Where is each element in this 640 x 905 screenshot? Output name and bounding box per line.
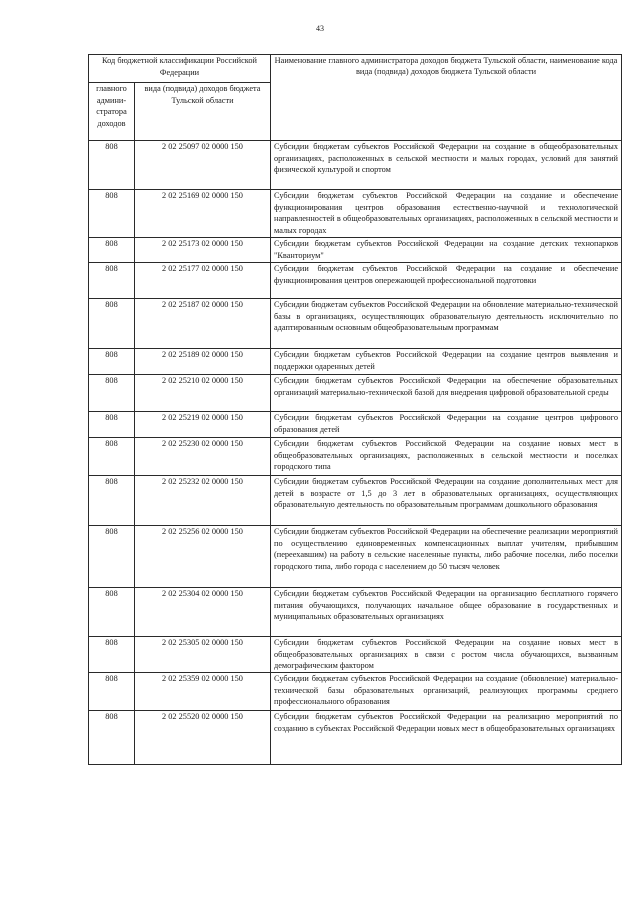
income-code-cell: 2 02 25210 02 0000 150 (135, 375, 271, 412)
income-name-cell: Субсидии бюджетам субъектов Российской Федерации на обновление материально-технической базы в организациях, осуществляющих образовательную деятельность исключительно по адаптированным основным общеобразовательным программам (271, 299, 622, 349)
income-code-cell: 2 02 25187 02 0000 150 (135, 299, 271, 349)
table-row (89, 375, 622, 412)
table-body (89, 141, 622, 765)
table-row (89, 190, 622, 238)
income-name-cell: Субсидии бюджетам субъектов Российской Федерации на создание дополнительных мест для детей в возрасте от 1,5 до 3 лет в образовательных организациях, осуществляющих образовательную деятельность по образовательным программам дошкольного образования (271, 476, 622, 526)
admin-code-cell: 808 (89, 190, 135, 238)
income-name-cell: Субсидии бюджетам субъектов Российской Федерации на создание центров выявления и поддержки одаренных детей (271, 349, 622, 375)
table-row (89, 711, 622, 765)
income-code-cell: 2 02 25177 02 0000 150 (135, 263, 271, 299)
income-code-cell: 2 02 25304 02 0000 150 (135, 588, 271, 637)
page-number: 43 (316, 24, 324, 33)
income-name-cell: Субсидии бюджетам субъектов Российской Федерации на создание детских технопарков "Кванториум" (271, 238, 622, 263)
income-name-cell: Субсидии бюджетам субъектов Российской Федерации на реализацию мероприятий по созданию в субъектах Российской Федерации новых мест в общеобразовательных организациях (271, 711, 622, 765)
admin-code-cell: 808 (89, 637, 135, 673)
admin-code-cell: 808 (89, 299, 135, 349)
table-row (89, 526, 622, 588)
income-code-cell: 2 02 25169 02 0000 150 (135, 190, 271, 238)
income-code-cell: 2 02 25189 02 0000 150 (135, 349, 271, 375)
admin-code-cell: 808 (89, 526, 135, 588)
admin-code-cell: 808 (89, 588, 135, 637)
table-row (89, 588, 622, 637)
income-code-cell: 2 02 25520 02 0000 150 (135, 711, 271, 765)
income-code-cell: 2 02 25173 02 0000 150 (135, 238, 271, 263)
income-name-cell: Субсидии бюджетам субъектов Российской Федерации на организацию бесплатного горячего питания обучающихся, получающих начальное общее образование в государственных и муниципальных образовательных организациях (271, 588, 622, 637)
income-code-cell: 2 02 25232 02 0000 150 (135, 476, 271, 526)
income-name-cell: Субсидии бюджетам субъектов Российской Федерации на создание и обеспечение функционирования центров образования естественно-научной и технологической направленностей в общеобразовательных организациях, расположенных в сельской местности и малых городах (271, 190, 622, 238)
table-row (89, 238, 622, 263)
table-row (89, 349, 622, 375)
table-row (89, 476, 622, 526)
admin-code-cell: 808 (89, 412, 135, 438)
income-code-cell: 2 02 25230 02 0000 150 (135, 438, 271, 476)
header-kind-column: вида (подвида) доходов бюджета Тульской области (135, 83, 271, 141)
admin-code-cell: 808 (89, 375, 135, 412)
table-row (89, 673, 622, 711)
income-name-cell: Субсидии бюджетам субъектов Российской Федерации на обеспечение образовательных организаций материально-технической базой для внедрения цифровой образовательной среды (271, 375, 622, 412)
header-code-group: Код бюджетной классификации Российской Федерации (89, 55, 271, 83)
table-row (89, 299, 622, 349)
income-code-cell: 2 02 25305 02 0000 150 (135, 637, 271, 673)
income-code-cell: 2 02 25256 02 0000 150 (135, 526, 271, 588)
admin-code-cell: 808 (89, 141, 135, 190)
income-code-cell: 2 02 25359 02 0000 150 (135, 673, 271, 711)
admin-code-cell: 808 (89, 673, 135, 711)
income-code-cell: 2 02 25219 02 0000 150 (135, 412, 271, 438)
table-row (89, 263, 622, 299)
income-name-cell: Субсидии бюджетам субъектов Российской Федерации на создание новых мест в общеобразовательных организациях в связи с ростом числа обучающихся, вызванным демографическим фактором (271, 637, 622, 673)
header-name-column: Наименование главного администратора доходов бюджета Тульской области, наименование кода вида (подвида) доходов бюджета Тульской области (271, 55, 622, 141)
income-name-cell: Субсидии бюджетам субъектов Российской Федерации на создание в общеобразовательных организациях, расположенных в сельской местности и малых городах, условий для занятий физической культурой и спортом (271, 141, 622, 190)
admin-code-cell: 808 (89, 476, 135, 526)
admin-code-cell: 808 (89, 349, 135, 375)
table-row (89, 412, 622, 438)
income-name-cell: Субсидии бюджетам субъектов Российской Федерации на создание новых мест в общеобразовательных организациях, расположенных в сельской местности и поселках городского типа (271, 438, 622, 476)
income-code-cell: 2 02 25097 02 0000 150 (135, 141, 271, 190)
budget-classification-table (88, 54, 622, 765)
admin-code-cell: 808 (89, 238, 135, 263)
table-row (89, 141, 622, 190)
income-name-cell: Субсидии бюджетам субъектов Российской Федерации на создание и обеспечение функционирования центров опережающей профессиональной подготовки (271, 263, 622, 299)
income-name-cell: Субсидии бюджетам субъектов Российской Федерации на создание центров цифрового образования детей (271, 412, 622, 438)
income-name-cell: Субсидии бюджетам субъектов Российской Федерации на обеспечение реализации мероприятий по осуществлению единовременных компенсационных выплат учителям, прибывшим (переехавшим) на работу в сельские населенные пункты, либо рабочие поселки, либо поселки городского типа, либо города с населением до 50 тысяч человек (271, 526, 622, 588)
admin-code-cell: 808 (89, 438, 135, 476)
admin-code-cell: 808 (89, 263, 135, 299)
header-admin-column: главного админи-стратора доходов (89, 83, 135, 141)
admin-code-cell: 808 (89, 711, 135, 765)
income-name-cell: Субсидии бюджетам субъектов Российской Федерации на создание (обновление) материально-технической базы образовательных организаций, реализующих программы среднего профессионального образования (271, 673, 622, 711)
table-row (89, 438, 622, 476)
table-row (89, 637, 622, 673)
